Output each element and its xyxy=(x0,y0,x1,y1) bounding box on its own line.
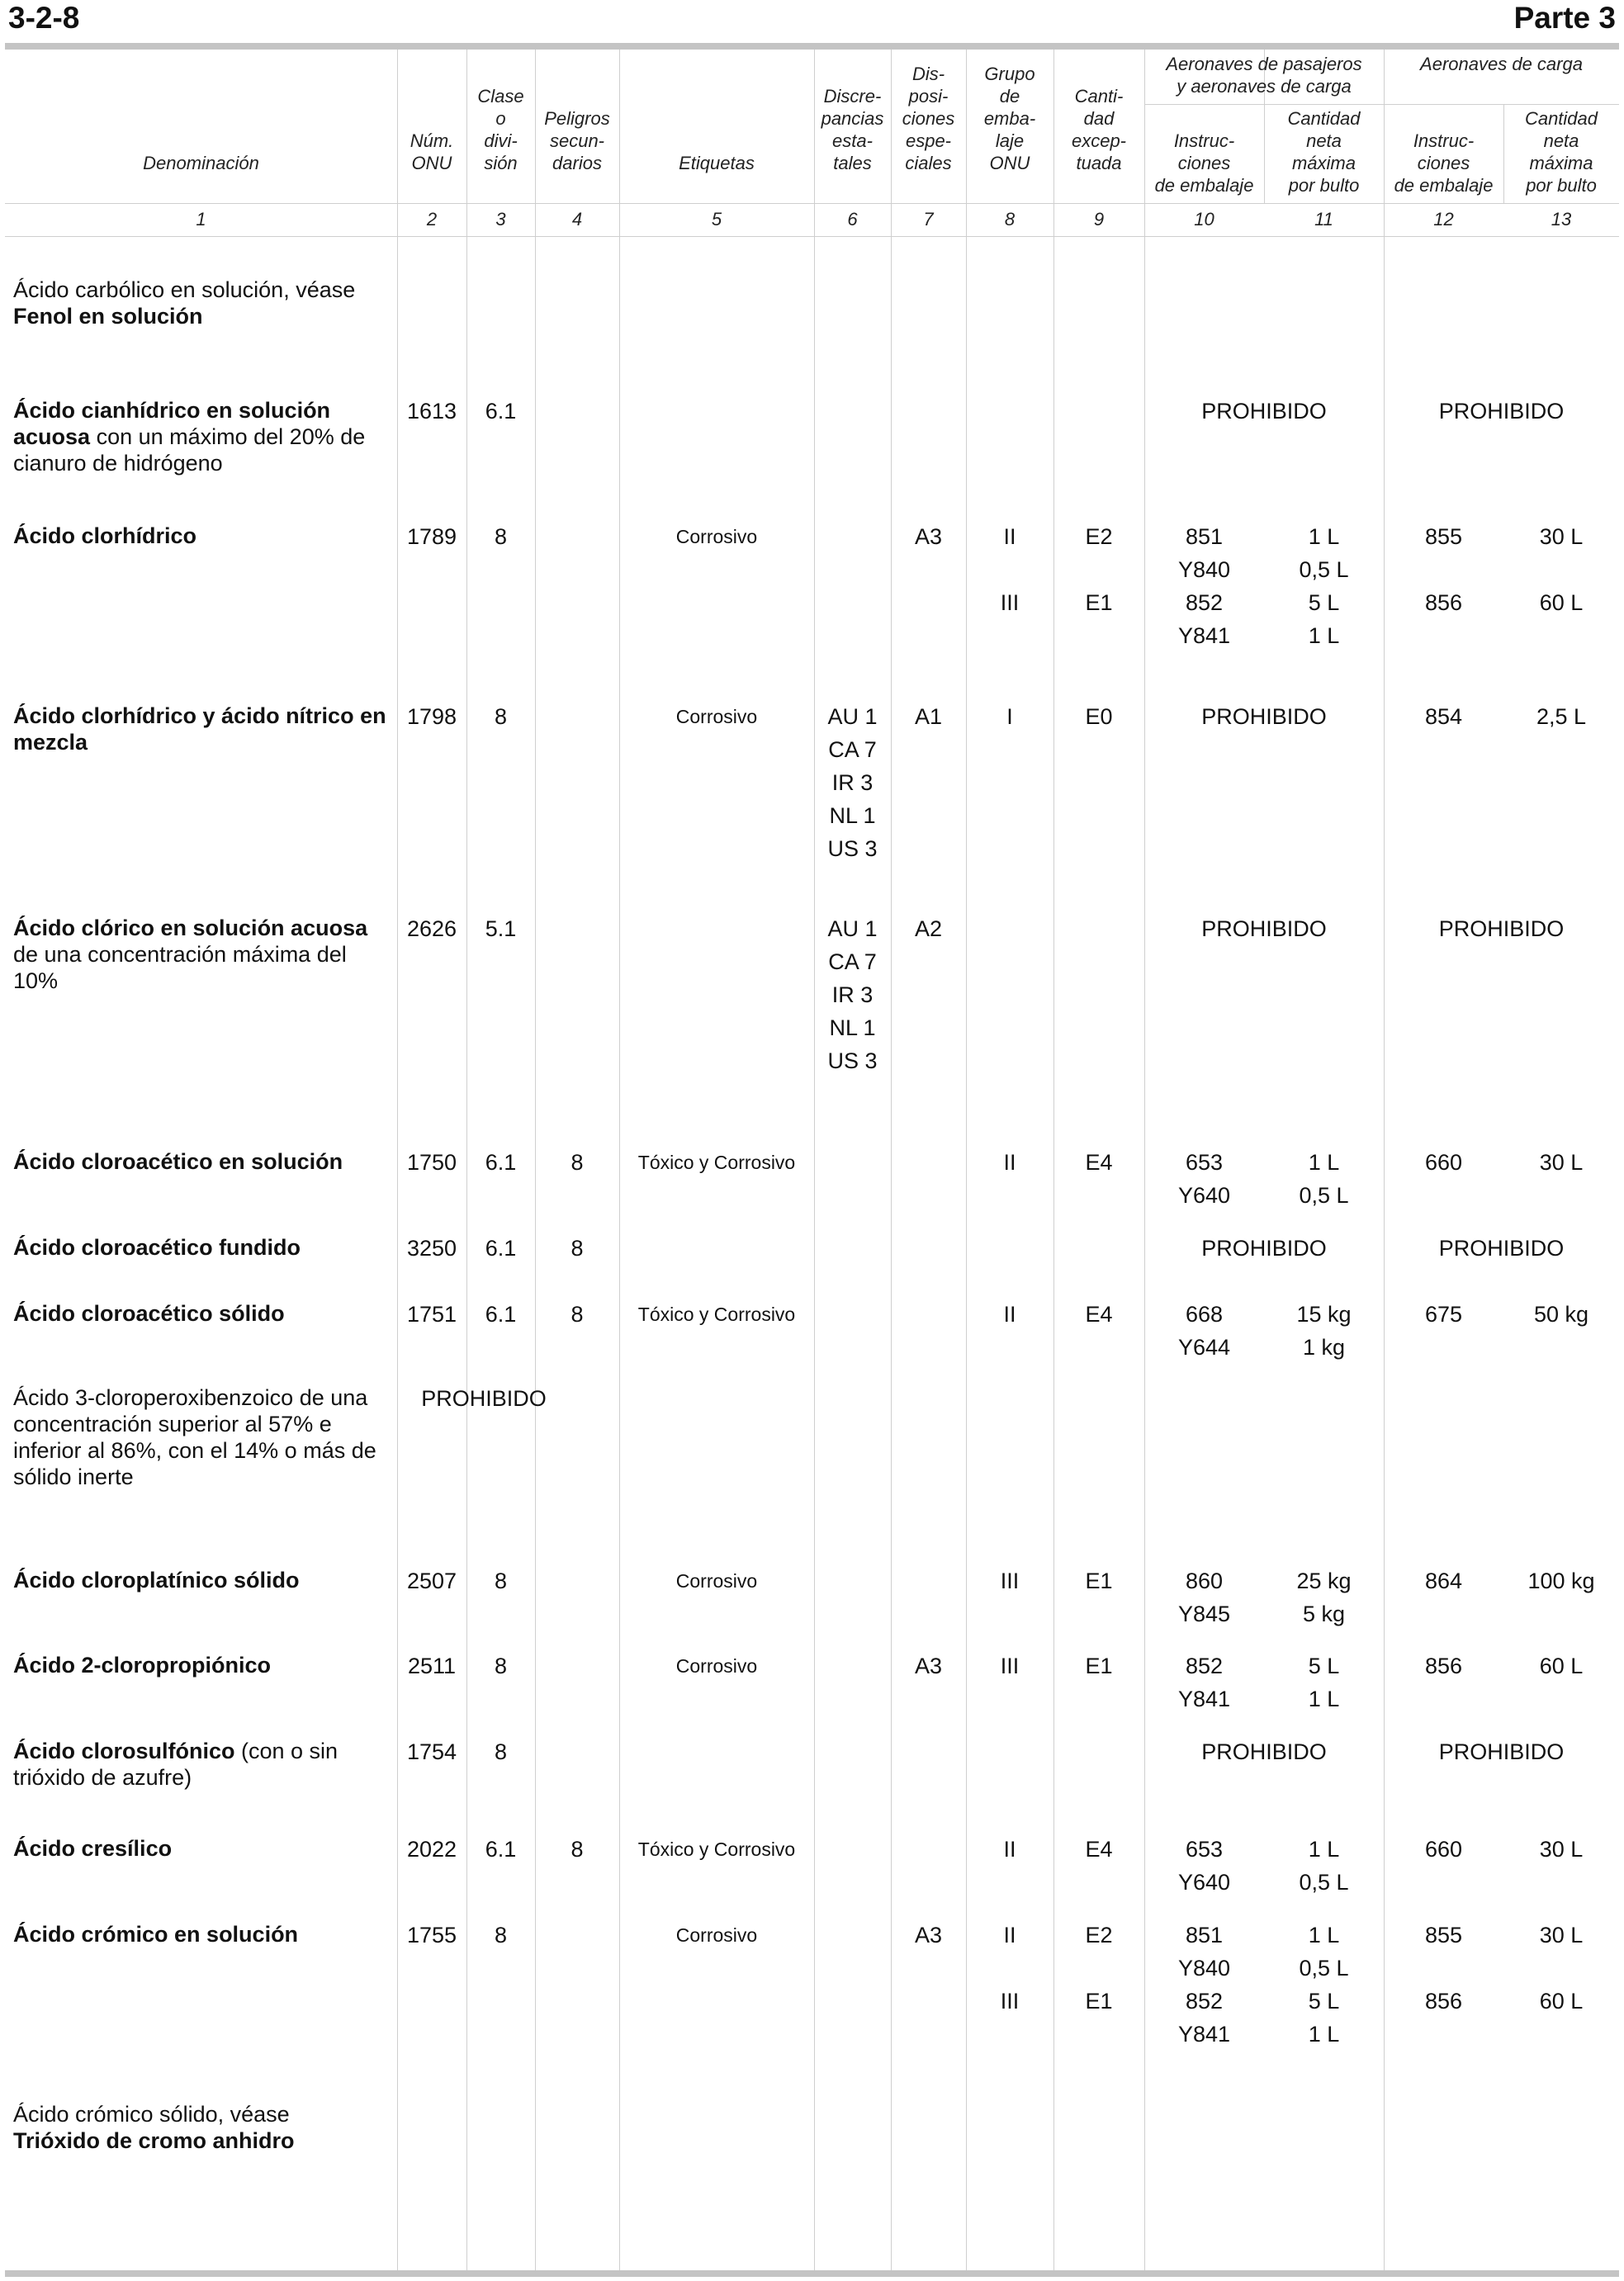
un-number-cell: 1789 xyxy=(406,524,457,549)
cargo-max-quantity-cell: 30 L xyxy=(1539,1837,1584,1862)
packing-group-cell: II xyxy=(1003,1302,1016,1327)
packing-group-cell: II xyxy=(1003,1837,1016,1862)
passenger-max-quantity-cell: 1 L 0,5 L xyxy=(1299,1837,1349,1895)
col-number: 3 xyxy=(495,209,506,230)
excepted-quantity-cell: E4 xyxy=(1085,1150,1113,1175)
col-num-onu: Núm. ONU xyxy=(410,130,454,173)
class-cell: 8 xyxy=(494,1569,508,1593)
passenger-max-quantity-cell: 1 L 0,5 L 5 L 1 L xyxy=(1299,524,1349,648)
cargo-max-quantity-cell: 50 kg xyxy=(1533,1302,1589,1327)
top-rule xyxy=(5,43,1619,50)
col-disposiciones: Dis- posi- ciones espe- ciales xyxy=(902,64,955,173)
col-cantidad-exceptuada: Canti- dad excep- tuada xyxy=(1071,86,1127,173)
state-variation-cell: AU 1 CA 7 IR 3 NL 1 US 3 xyxy=(827,704,878,861)
un-number-cell: 2511 xyxy=(407,1654,457,1678)
passenger-forbidden: PROHIBIDO xyxy=(1201,704,1327,729)
passenger-max-quantity-cell: 15 kg 1 kg xyxy=(1296,1302,1352,1360)
subsidiary-hazard-cell: 8 xyxy=(571,1302,584,1327)
special-provision-cell: A2 xyxy=(914,916,943,941)
class-cell: 8 xyxy=(494,524,508,549)
passenger-packing-instruction-cell: 860 Y845 xyxy=(1177,1569,1231,1626)
cargo-packing-instruction-cell: 675 xyxy=(1424,1302,1463,1327)
passenger-packing-instruction-cell: 668 Y644 xyxy=(1177,1302,1231,1360)
denominacion-bold: Ácido clorhídrico xyxy=(13,523,197,548)
denominacion-bold: Ácido clórico en solución acuosa xyxy=(13,916,368,940)
denominacion-bold: Ácido cianhídrico en solución acuosa xyxy=(13,398,331,449)
denominacion-text: de una concentración máxima del 10% xyxy=(13,942,347,993)
class-cell: 6.1 xyxy=(485,1302,517,1327)
un-number-cell: 1613 xyxy=(406,399,457,424)
col-number: 9 xyxy=(1093,209,1105,230)
col-number: 13 xyxy=(1551,209,1572,230)
col-cargo-instrucciones: Instruc- ciones de embalaje xyxy=(1394,130,1494,196)
un-number-cell: 1755 xyxy=(406,1923,457,1947)
label-cell: Corrosivo xyxy=(675,1570,758,1592)
cargo-max-quantity-cell: 100 kg xyxy=(1527,1569,1595,1593)
class-cell: 8 xyxy=(494,1654,508,1678)
denominacion-cell xyxy=(13,1234,393,1261)
denominacion-bold: Trióxido de cromo anhidro xyxy=(13,2128,295,2153)
label-cell: Corrosivo xyxy=(675,526,758,547)
col-number: 12 xyxy=(1433,209,1454,230)
col-number: 5 xyxy=(711,209,722,230)
denominacion-cell xyxy=(13,915,393,994)
denominacion-text: (con o sin trióxido de azufre) xyxy=(13,1739,339,1790)
col-cargo-cantidad: Cantidad neta máxima por bulto xyxy=(1524,108,1598,196)
col-group-pasajeros: Aeronaves de pasajeros y aeronaves de carga xyxy=(1166,54,1362,97)
cargo-packing-instruction-cell: 660 xyxy=(1424,1837,1463,1862)
passenger-packing-instruction-cell: 851 Y840 852 Y841 xyxy=(1177,524,1231,648)
col-pax-cantidad: Cantidad neta máxima por bulto xyxy=(1287,108,1361,196)
denominacion-cell xyxy=(13,1738,393,1791)
passenger-max-quantity-cell: 1 L 0,5 L xyxy=(1299,1150,1349,1208)
denominacion-cell xyxy=(13,2101,393,2154)
packing-group-cell: I xyxy=(1006,704,1013,729)
col-number: 6 xyxy=(847,209,858,230)
denominacion-text: Ácido 3-cloroperoxibenzoico de una concentración superior al 57% e inferior al 86%, con el 14% o más de sólido inerte xyxy=(13,1385,376,1489)
passenger-packing-instruction-cell: 851 Y840 852 Y841 xyxy=(1177,1923,1231,2047)
denominacion-cell xyxy=(13,277,393,329)
denominacion-cell xyxy=(13,1148,393,1175)
special-provision-cell: A1 xyxy=(914,704,943,729)
denominacion-cell xyxy=(13,523,393,549)
denominacion-text: Ácido crómico sólido, véase xyxy=(13,2102,290,2127)
special-provision-cell: A3 xyxy=(914,1654,943,1678)
col-etiquetas: Etiquetas xyxy=(679,153,755,173)
un-number-cell: 1750 xyxy=(406,1150,457,1175)
denominacion-cell xyxy=(13,1835,393,1862)
denominacion-bold: Ácido cloroacético en solución xyxy=(13,1149,343,1174)
special-provision-cell: A3 xyxy=(914,524,943,549)
un-number-cell: 1754 xyxy=(406,1739,457,1764)
un-number-cell: 2507 xyxy=(406,1569,457,1593)
label-cell: Corrosivo xyxy=(675,1924,758,1946)
denominacion-bold: Ácido cresílico xyxy=(13,1836,173,1861)
denominacion-cell xyxy=(13,1300,393,1327)
denominacion-cell xyxy=(13,1384,393,1490)
excepted-quantity-cell: E2 E1 xyxy=(1085,524,1113,615)
class-cell: 8 xyxy=(494,1923,508,1947)
passenger-packing-instruction-cell: 852 Y841 xyxy=(1177,1654,1231,1711)
excepted-quantity-cell: E0 xyxy=(1085,704,1113,729)
passenger-forbidden: PROHIBIDO xyxy=(1201,916,1327,941)
cargo-max-quantity-cell: 60 L xyxy=(1539,1654,1584,1678)
denominacion-bold: Ácido 2-cloropropiónico xyxy=(13,1653,272,1678)
passenger-packing-instruction-cell: 653 Y640 xyxy=(1177,1837,1231,1895)
class-cell: 8 xyxy=(494,704,508,729)
cargo-max-quantity-cell: 30 L 60 L xyxy=(1539,1923,1584,2014)
passenger-forbidden: PROHIBIDO xyxy=(1201,1236,1327,1261)
excepted-quantity-cell: E1 xyxy=(1085,1654,1113,1678)
bottom-rule xyxy=(5,2270,1619,2277)
class-cell: 5.1 xyxy=(485,916,517,941)
col-number: 11 xyxy=(1314,209,1333,230)
passenger-packing-instruction-cell: 653 Y640 xyxy=(1177,1150,1231,1208)
denominacion-bold: Ácido clorosulfónico xyxy=(13,1739,235,1763)
packing-group-cell: II xyxy=(1003,1150,1016,1175)
denominacion-bold: Ácido clorhídrico y ácido nítrico en mezcla xyxy=(13,703,386,755)
un-number-cell: 1798 xyxy=(406,704,457,729)
denominacion-cell xyxy=(13,703,393,755)
col-number: 2 xyxy=(426,209,438,230)
cargo-packing-instruction-cell: 856 xyxy=(1424,1654,1463,1678)
denominacion-bold: Ácido crómico en solución xyxy=(13,1922,299,1947)
label-cell: Corrosivo xyxy=(675,1655,758,1677)
un-number-cell: 2626 xyxy=(406,916,457,941)
un-number-cell: 1751 xyxy=(406,1302,457,1327)
col-number: 7 xyxy=(923,209,934,230)
passenger-forbidden: PROHIBIDO xyxy=(1201,399,1327,424)
cargo-max-quantity-cell: 2,5 L xyxy=(1536,704,1587,729)
packing-group-cell: II III xyxy=(1000,524,1020,615)
col-grupo: Grupo de emba- laje ONU xyxy=(983,64,1036,173)
subsidiary-hazard-cell: 8 xyxy=(571,1236,584,1261)
col-number: 1 xyxy=(196,209,206,230)
un-number-cell: 3250 xyxy=(406,1236,457,1261)
un-number-cell: 2022 xyxy=(406,1837,457,1862)
col-clase: Clase o divi- sión xyxy=(477,86,524,173)
class-cell: 6.1 xyxy=(485,399,517,424)
packing-group-cell: III xyxy=(1000,1569,1020,1593)
passenger-forbidden: PROHIBIDO xyxy=(1201,1739,1327,1764)
label-cell: Tóxico y Corrosivo xyxy=(637,1304,796,1325)
subsidiary-hazard-cell: 8 xyxy=(571,1150,584,1175)
packing-group-cell: III xyxy=(1000,1654,1020,1678)
cargo-packing-instruction-cell: 660 xyxy=(1424,1150,1463,1175)
label-cell: Tóxico y Corrosivo xyxy=(637,1839,796,1860)
denominacion-bold: Ácido cloroplatínico sólido xyxy=(13,1568,300,1592)
cargo-max-quantity-cell: 30 L xyxy=(1539,1150,1584,1175)
label-cell: Tóxico y Corrosivo xyxy=(637,1152,796,1173)
denominacion-bold: Fenol en solución xyxy=(13,304,203,329)
col-group-carga: Aeronaves de carga xyxy=(1420,54,1583,74)
label-cell: Corrosivo xyxy=(675,706,758,727)
cargo-packing-instruction-cell: 854 xyxy=(1424,704,1463,729)
class-cell: 6.1 xyxy=(485,1837,517,1862)
denominacion-cell xyxy=(13,397,393,476)
excepted-quantity-cell: E2 E1 xyxy=(1085,1923,1113,2014)
denominacion-bold: Ácido cloroacético sólido xyxy=(13,1301,285,1326)
excepted-quantity-cell: E4 xyxy=(1085,1837,1113,1862)
col-pax-instrucciones: Instruc- ciones de embalaje xyxy=(1154,130,1254,196)
col-peligros: Peligros secun- darios xyxy=(544,108,610,173)
cargo-forbidden: PROHIBIDO xyxy=(1438,1739,1565,1764)
col-number: 10 xyxy=(1194,209,1214,230)
packing-group-cell: II III xyxy=(1000,1923,1020,2014)
cargo-forbidden: PROHIBIDO xyxy=(1438,399,1565,424)
dangerous-goods-table xyxy=(5,50,1619,2270)
excepted-quantity-cell: E1 xyxy=(1085,1569,1113,1593)
passenger-max-quantity-cell: 1 L 0,5 L 5 L 1 L xyxy=(1299,1923,1349,2047)
state-variation-cell: AU 1 CA 7 IR 3 NL 1 US 3 xyxy=(827,916,878,1073)
denominacion-cell xyxy=(13,1652,393,1678)
section-number: 3-2-8 xyxy=(8,1,80,35)
cargo-packing-instruction-cell: 855 856 xyxy=(1424,524,1463,615)
class-cell: 8 xyxy=(494,1739,508,1764)
excepted-quantity-cell: E4 xyxy=(1085,1302,1113,1327)
passenger-max-quantity-cell: 5 L 1 L xyxy=(1308,1654,1340,1711)
denominacion-cell xyxy=(13,1567,393,1593)
subsidiary-hazard-cell: 8 xyxy=(571,1837,584,1862)
special-provision-cell: A3 xyxy=(914,1923,943,1947)
denominacion-text: con un máximo del 20% de cianuro de hidrógeno xyxy=(13,424,366,476)
denominacion-cell xyxy=(13,1921,393,1947)
col-number: 4 xyxy=(571,209,583,230)
cargo-forbidden: PROHIBIDO xyxy=(1438,1236,1565,1261)
cargo-packing-instruction-cell: 864 xyxy=(1424,1569,1463,1593)
part-label: Parte 3 xyxy=(1513,1,1616,35)
col-number: 8 xyxy=(1004,209,1016,230)
denominacion-bold: Ácido cloroacético fundido xyxy=(13,1235,301,1260)
passenger-max-quantity-cell: 25 kg 5 kg xyxy=(1296,1569,1352,1626)
class-cell: 6.1 xyxy=(485,1150,517,1175)
class-cell: 6.1 xyxy=(485,1236,517,1261)
denominacion-text: Ácido carbólico en solución, véase xyxy=(13,277,356,302)
cargo-max-quantity-cell: 30 L 60 L xyxy=(1539,524,1584,615)
col-denominacion: Denominación xyxy=(143,153,259,173)
cargo-forbidden: PROHIBIDO xyxy=(1438,916,1565,941)
cargo-packing-instruction-cell: 855 856 xyxy=(1424,1923,1463,2014)
forbidden-entry: PROHIBIDO xyxy=(421,1386,547,1411)
col-discrepancias: Discre- pancias esta- tales xyxy=(821,86,884,173)
page-header xyxy=(7,0,1617,41)
